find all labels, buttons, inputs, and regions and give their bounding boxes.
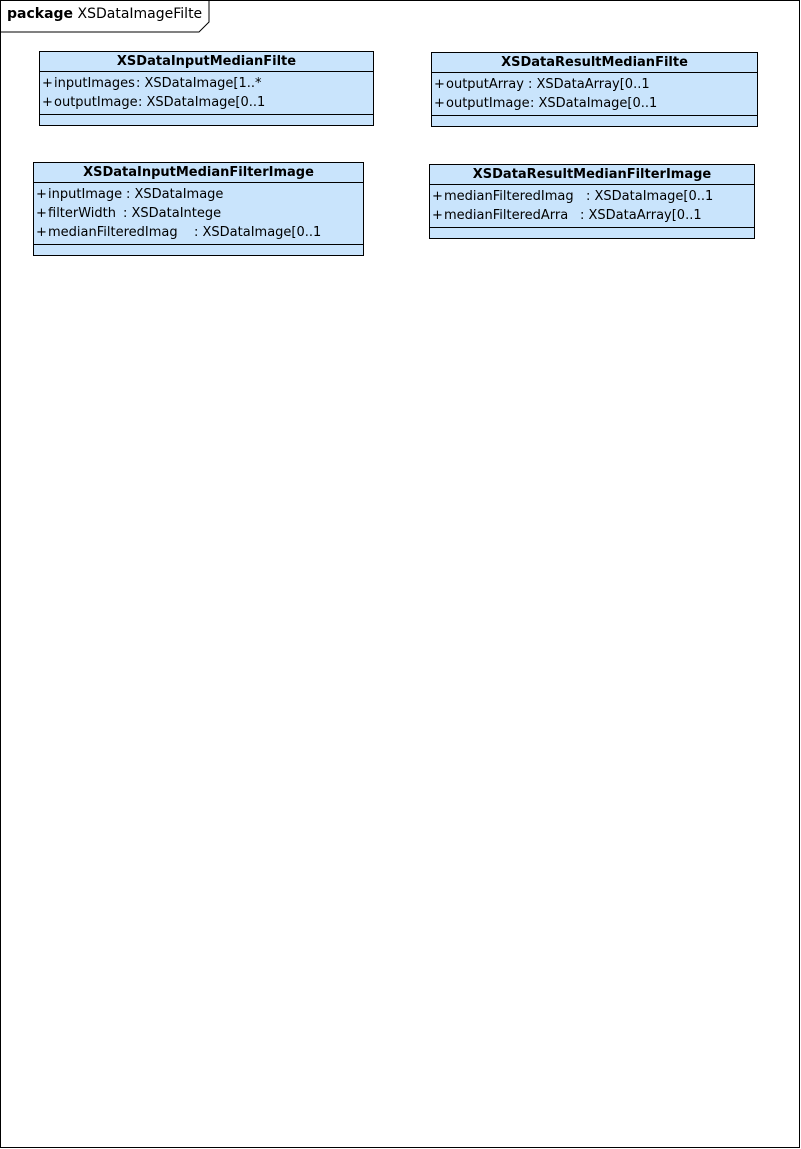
class-name: XSDataResultMedianFilterImage (430, 165, 754, 185)
class-name: XSDataInputMedianFilterImage (34, 163, 363, 183)
visibility-marker: + (432, 208, 443, 223)
attribute-type: : XSDataArray[0..1 (580, 208, 702, 223)
visibility-marker: + (42, 95, 53, 110)
attribute-compartment (40, 72, 373, 115)
attribute-type: : XSDataImage[0..1 (530, 96, 658, 111)
attribute-row (432, 187, 754, 206)
package-name: XSDataImageFilte (77, 6, 203, 22)
attribute-name: inputImages (54, 76, 135, 91)
attribute-row (42, 74, 373, 93)
attribute-row (36, 185, 363, 204)
attribute-compartment (34, 183, 363, 245)
class-name: XSDataInputMedianFilte (40, 52, 373, 72)
package-label (7, 6, 202, 22)
package-keyword: package (7, 6, 74, 22)
visibility-marker: + (36, 187, 47, 202)
visibility-marker: + (36, 225, 47, 240)
operation-compartment (432, 116, 757, 126)
attribute-row (434, 94, 757, 113)
class-box-input-median-filter-image[interactable] (33, 162, 364, 256)
attribute-type: : XSDataImage[0..1 (138, 95, 266, 110)
class-name: XSDataResultMedianFilte (432, 53, 757, 73)
attribute-name: medianFilteredArra (444, 208, 569, 223)
visibility-marker: + (434, 96, 445, 111)
attribute-compartment (432, 73, 757, 116)
attribute-name: outputArray (446, 77, 524, 92)
attribute-name: outputImage (54, 95, 138, 110)
visibility-marker: + (432, 189, 443, 204)
attribute-type: : XSDataImage (126, 187, 224, 202)
class-box-input-median-filter[interactable] (39, 51, 374, 126)
operation-compartment (40, 115, 373, 125)
attribute-type: : XSDataImage[1..* (136, 76, 262, 91)
attribute-type: : XSDataImage[0..1 (586, 189, 714, 204)
attribute-name: outputImage (446, 96, 530, 111)
attribute-row (42, 93, 373, 112)
visibility-marker: + (434, 77, 445, 92)
attribute-name: medianFilteredImag (48, 225, 178, 240)
attribute-row (36, 204, 363, 223)
attribute-type: : XSDataIntege (123, 206, 222, 221)
visibility-marker: + (42, 76, 53, 91)
attribute-name: medianFilteredImag (444, 189, 574, 204)
attribute-name: inputImage (48, 187, 123, 202)
attribute-row (432, 206, 754, 225)
class-box-result-median-filter[interactable] (431, 52, 758, 127)
attribute-name: filterWidth (48, 206, 117, 221)
visibility-marker: + (36, 206, 47, 221)
operation-compartment (430, 228, 754, 238)
class-box-result-median-filter-image[interactable] (429, 164, 755, 239)
attribute-compartment (430, 185, 754, 228)
operation-compartment (34, 245, 363, 255)
package-tab (1, 1, 241, 33)
attribute-row (434, 75, 757, 94)
attribute-row (36, 223, 363, 242)
attribute-type: : XSDataArray[0..1 (528, 77, 650, 92)
attribute-type: : XSDataImage[0..1 (194, 225, 322, 240)
